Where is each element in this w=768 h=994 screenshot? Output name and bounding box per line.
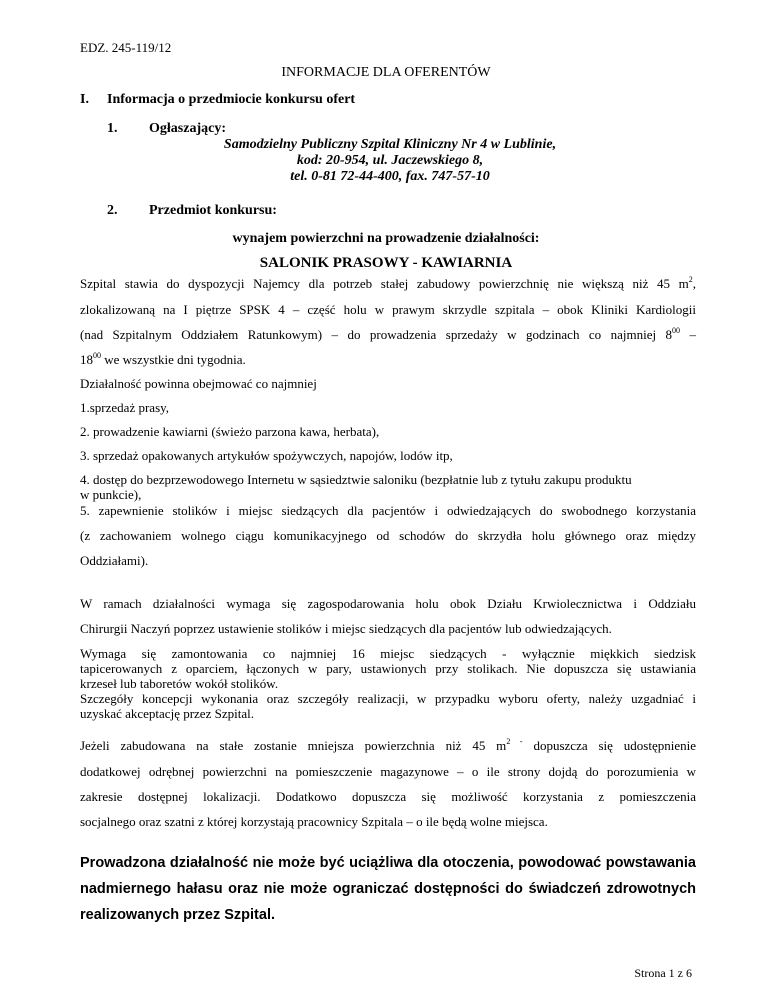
section-number: I. [80, 92, 89, 107]
document-title: INFORMACJE DLA OFERENTÓW [281, 65, 491, 80]
paragraph-line: (nad Szpitalnym Oddziałem Ratunkowym) – do prowadzenia sprzedaży w godzinach co najmniej $8^{00}$ – [80, 326, 696, 342]
paragraph-line: uzyskać akceptację przez Szpital. [80, 706, 254, 721]
notice-line: Prowadzona działalność nie może być uciążliwa dla otoczenia, powodować powstawania [80, 855, 696, 871]
paragraph-line: zakresie dostępnej lokalizacji. Dodatkowo dopuszcza się możliwość korzystania z pomieszczenia [80, 789, 696, 804]
paragraph-line: zlokalizowaną na I piętrze SPSK 4 – część holu w prawym skrzydle szpitala – obok Kliniki Kardiologii [80, 302, 696, 317]
announcer-name: Samodzielny Publiczny Szpital Kliniczny Nr 4 w Lublinie, [223, 137, 557, 152]
subject-label: Przedmiot konkursu: [149, 203, 277, 218]
paragraph-line: krzeseł lub taboretów wokół stolików. [80, 676, 279, 691]
section-title: Informacja o przedmiocie konkursu ofert [107, 92, 356, 107]
list-item: 3. sprzedaż opakowanych artykułów spożywczych, napojów, lodów itp, [80, 448, 453, 463]
list-item: 4. dostęp do bezprzewodowego Internetu w sąsiedztwie saloniku (bezpłatnie lub z tytułu zakupu produktu [80, 472, 632, 487]
paragraph-line: Szpital stawia do dyspozycji Najemcy dla potrzeb stałej zabudowy powierzchnię nie większą niż 45 $m^2$, [80, 275, 696, 291]
list-item: 1.sprzedaż prasy, [80, 400, 170, 415]
paragraph-line: socjalnego oraz szatni z której korzystają pracownicy Szpitala – o ile będą wolne miejsca. [80, 814, 548, 829]
notice-line: realizowanych przez Szpital. [80, 907, 275, 923]
list-item-continuation: Oddziałami). [80, 553, 149, 568]
paragraph-line: $18^{00}$ we wszystkie dni tygodnia. [80, 351, 246, 367]
subject-description: wynajem powierzchni na prowadzenie działalności: [232, 231, 540, 246]
list-item: 2. prowadzenie kawiarni (świeżo parzona kawa, herbata), [80, 424, 380, 439]
list-item-continuation: w punkcie), [80, 487, 142, 502]
document-reference: EDZ. 245-119/12 [80, 40, 172, 55]
paragraph-line: tapicerowanych z oparciem, łączonych w pary, ustawionych przy stolikach. Nie dopuszcza się ustawiania [80, 661, 696, 676]
list-item: 5. zapewnienie stolików i miejsc siedzących dla pacjentów i odwiedzających do swobodnego korzystania [80, 503, 696, 518]
paragraph-line: Chirurgii Naczyń poprzez ustawienie stolików i miejsc siedzących dla pacjentów lub odwiedzających. [80, 621, 612, 636]
paragraph-line: Wymaga się zamontowania co najmniej 16 miejsc siedzących - wyłącznie miękkich siedzisk [80, 646, 696, 661]
item-number: 2. [107, 203, 118, 218]
announcer-contact: tel. 0-81 72-44-400, fax. 747-57-10 [290, 169, 490, 184]
announcer-address: kod: 20-954, ul. Jaczewskiego 8, [296, 153, 484, 168]
announcer-label: Ogłaszający: [149, 121, 226, 136]
notice-line: nadmiernego hałasu oraz nie może ograniczać dostępności do świadczeń zdrowotnych [80, 881, 696, 897]
paragraph-line: W ramach działalności wymaga się zagospodarowania holu obok Działu Krwiolecznictwa i Oddziału [80, 596, 696, 611]
paragraph-line: Jeżeli zabudowana na stałe zostanie mniejsza powierzchnia niż 45 $m^{2 -}$ dopuszcza się udostępnienie [80, 737, 697, 753]
paragraph-line: Szczegóły koncepcji wykonania oraz szczegóły realizacji, w przypadku wyboru oferty, należy uzgadniać i [80, 691, 696, 706]
page-number: Strona 1 z 6 [634, 966, 692, 980]
subject-name: SALONIK PRASOWY - KAWIARNIA [259, 255, 513, 271]
paragraph-line: dodatkowej odrębnej powierzchni na pomieszczenie magazynowe – o ile strony dojdą do porozumienia w [80, 764, 696, 779]
item-number: 1. [107, 121, 118, 136]
activities-intro: Działalność powinna obejmować co najmniej [80, 376, 317, 391]
list-item-continuation: (z zachowaniem wolnego ciągu komunikacyjnego od schodów do skrzydła holu głównego oraz między [80, 528, 696, 543]
